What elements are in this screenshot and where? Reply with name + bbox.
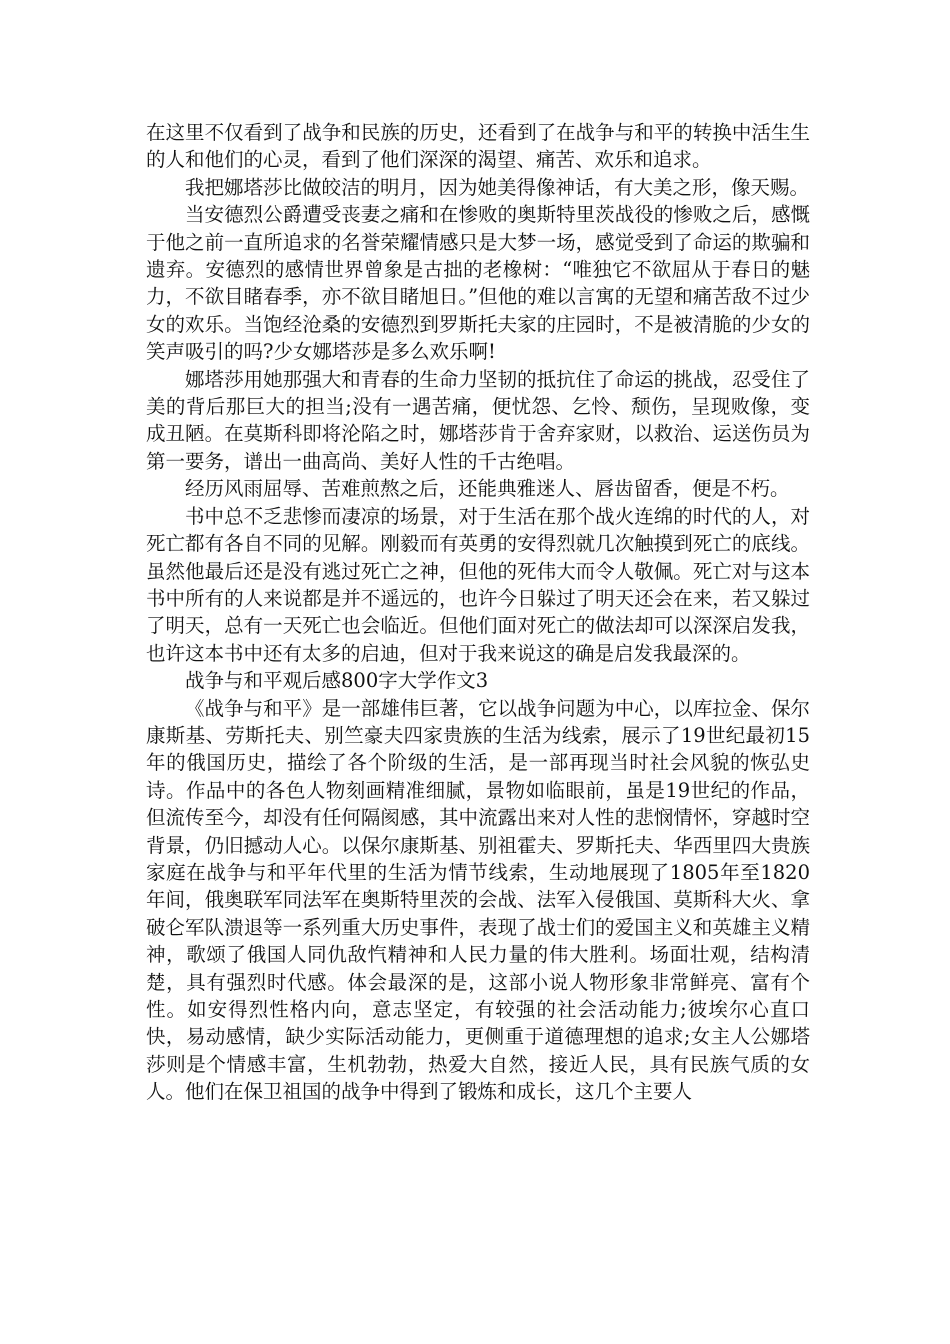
paragraph-continued: 在这里不仅看到了战争和民族的历史，还看到了在战争与和平的转换中活生生的人和他们的心灵，看到了他们深深的渴望、痛苦、欢乐和追求。	[146, 121, 810, 172]
section-heading: 战争与和平观后感800字大学作文3	[185, 669, 489, 693]
paragraph-death: 书中总不乏悲惨而凄凉的场景，对于生活在那个战火连绵的时代的人，对死亡都有各自不同的见解。刚毅而有英勇的安得烈就几次触摸到死亡的底线。虽然他最后还是没有逃过死亡之神，但他的死伟大而令人敬佩。死亡对与这本书中所有的人来说都是并不遥远的，也许今日躲过了明天还会在来，若又躲过了明天，总有一天死亡也会临近。但他们面对死亡的做法却可以深深启发我，也许这本书中还有太多的启迪，但对于我来说这的确是启发我最深的。	[146, 504, 810, 665]
paragraph-immortal: 经历风雨屈辱、苦难煎熬之后，还能典雅迷人、唇齿留香，便是不朽。	[185, 477, 790, 501]
document-page	[146, 119, 810, 1106]
paragraph-war-and-peace: 《战争与和平》是一部雄伟巨著，它以战争问题为中心，以库拉金、保尔康斯基、劳斯托夫、别竺豪夫四家贵族的生活为线索，展示了19世纪最初15年的俄国历史，描绘了各个阶级的生活，是一部再现当时社会风貌的恢弘史诗。作品中的各色人物刻画精准细腻，景物如临眼前，虽是19世纪的作品，但流传至今，却没有任何隔阂感，其中流露出来对人性的悲悯情怀，穿越时空背景，仍旧撼动人心。以保尔康斯基、别祖霍夫、罗斯托夫、华西里四大贵族家庭在战争与和平年代里的生活为情节线索，生动地展现了1805年至1820年间，俄奥联军同法军在奥斯特里茨的会战、法军入侵俄国、莫斯科大火、拿破仑军队溃退等一系列重大历史事件，表现了战士们的爱国主义和英雄主义精神，歌颂了俄国人同仇敌忾精神和人民力量的伟大胜利。场面壮观，结构清楚，具有强烈时代感。体会最深的是，这部小说人物形象非常鲜亮、富有个性。如安得烈性格内向，意志坚定，有较强的社会活动能力;彼埃尔心直口快，易动感情，缺少实际活动能力，更侧重于道德理想的追求;女主人公娜塔莎则是个情感丰富，生机勃勃，热爱大自然，接近人民，具有民族气质的女人。他们在保卫祖国的战争中得到了锻炼和成长，这几个主要人	[146, 696, 810, 1104]
paragraph-andrei: 当安德烈公爵遭受丧妻之痛和在惨败的奥斯特里茨战役的惨败之后，感慨于他之前一直所追求的名誉荣耀情感只是大梦一场，感觉受到了命运的欺骗和遗弃。安德烈的感情世界曾象是古拙的老橡树：“唯独它不欲屈从于春日的魅力，不欲目睹春季，亦不欲目睹旭日。”但他的难以言寓的无望和痛苦敌不过少女的欢乐。当饱经沧桑的安德烈到罗斯托夫家的庄园时，不是被清脆的少女的笑声吸引的吗?少女娜塔莎是多么欢乐啊!	[146, 203, 810, 364]
paragraph-natasha-strength: 娜塔莎用她那强大和青春的生命力坚韧的抵抗住了命运的挑战，忍受住了美的背后那巨大的担当;没有一遇苦痛，便忧怨、乞怜、颓伤，呈现败像，变成丑陋。在莫斯科即将沦陷之时，娜塔莎肯于舍弃家财，以救治、运送伤员为第一要务，谱出一曲高尚、美好人性的千古绝唱。	[146, 367, 810, 473]
paragraph-natasha-moon: 我把娜塔莎比做皎洁的明月，因为她美得像神话，有大美之形，像天赐。	[185, 175, 810, 199]
